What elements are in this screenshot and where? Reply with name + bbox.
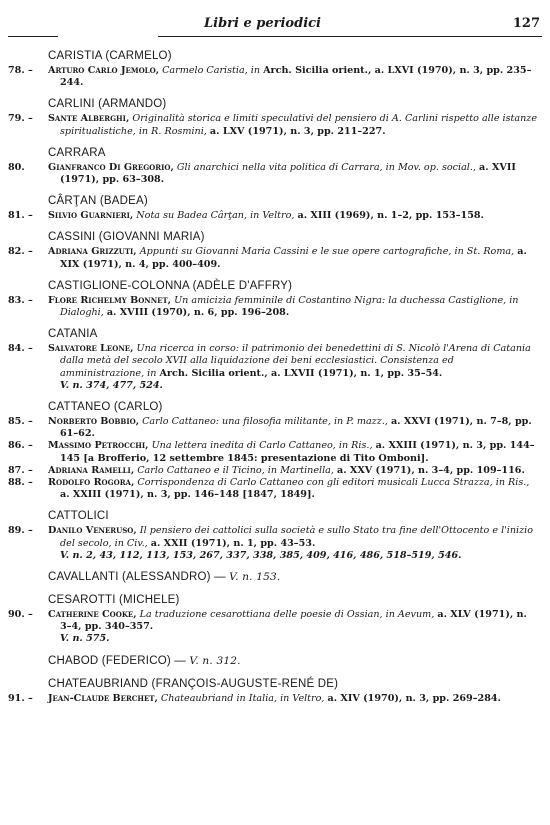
cross-reference: V. n. 2, 43, 112, 113, 153, 267, 337, 338, 385, 409, 416, 486, 518–519, 546. — [60, 549, 462, 561]
page-number: 127 — [512, 16, 540, 31]
entry-body — [48, 113, 540, 137]
section-heading — [8, 193, 540, 209]
entry-number: 86. – — [8, 440, 33, 452]
section-heading — [8, 508, 540, 524]
entry-title: Chateaubriand in Italia, in Veltro, — [160, 692, 325, 704]
section-heading — [8, 145, 540, 161]
entry-body — [48, 416, 540, 440]
section-heading — [8, 326, 540, 342]
entry-title: Carmelo Caristia, in — [162, 65, 261, 76]
entry-title: La traduzione cesarottiana delle poesie di Ossian, in Aevum, — [139, 609, 435, 621]
entry-body — [48, 609, 540, 633]
bibliography-section — [8, 569, 540, 585]
entry-source: a. XIV (1970), n. 3, pp. 269–284. — [327, 692, 501, 704]
entry-source: a. XLV (1971), n. 3–4, pp. 340–357. — [60, 609, 527, 633]
section-heading — [8, 48, 540, 64]
entry-author: Arturo Carlo Jemolo, — [48, 65, 160, 76]
bibliography-entry — [8, 440, 540, 464]
entry-author: Sante Alberghi, — [48, 113, 130, 125]
entry-body — [48, 477, 540, 501]
entry-title: Corrispondenza di Carlo Cattaneo con gli editori musicali Lucca Strazza, in Ris., — [137, 477, 530, 489]
bibliography-entry — [8, 343, 540, 380]
entry-source: Arch. Sicilia orient., a. LXVI (1970), n. 3, pp. 235–244. — [60, 65, 532, 89]
section-heading-text: CARLINI (ARMANDO) — [48, 98, 167, 111]
entry-number: 81. – — [8, 210, 33, 222]
entry-author: Silvio Guarnieri, — [48, 210, 134, 222]
entry-author: Rodolfo Rogora, — [48, 477, 135, 489]
entry-source: a. XXIII (1971), n. 3, pp. 144–145 [a Brofferio, 12 settembre 1845: presentazione di Tito Omboni]. — [60, 440, 535, 464]
section-heading-text: CHABOD (FEDERICO) — — [48, 654, 186, 667]
entry-source: a. XIX (1971), n. 4, pp. 400–409. — [60, 246, 527, 270]
section-heading — [8, 96, 540, 112]
cross-reference: V. n. 312. — [189, 654, 241, 667]
entry-author: Catherine Cooke, — [48, 609, 137, 621]
entry-body — [48, 693, 540, 705]
section-heading — [8, 653, 540, 669]
bibliography-entry — [8, 246, 540, 270]
section-heading-text: CATANIA — [48, 328, 98, 341]
section-heading-text: CASTIGLIONE-COLONNA (ADÈLE D'AFFRY) — [48, 279, 293, 292]
entry-number: 88. – — [8, 477, 33, 489]
bibliography-entry — [8, 693, 540, 705]
entry-number: 80. — [8, 161, 25, 173]
entry-body — [48, 465, 540, 477]
entry-source: a. XXVI (1971), n. 7–8, pp. 61–62. — [60, 416, 532, 440]
entry-title: Appunti su Giovanni Maria Cassini e le sue opere cartografiche, in St. Roma, — [139, 246, 515, 258]
entry-title: Nota su Badea Cârţan, in Veltro, — [136, 210, 295, 222]
entry-source: Arch. Sicilia orient., a. LXVII (1971), n. 1, pp. 35–54. — [159, 367, 443, 379]
bibliography-section — [8, 592, 540, 646]
bibliography-entry — [8, 477, 540, 501]
entry-number: 82. – — [8, 246, 33, 258]
bibliography-section — [8, 653, 540, 669]
entry-body — [48, 525, 540, 549]
section-heading — [8, 569, 540, 585]
entry-number: 79. – — [8, 113, 33, 125]
bibliography-entry — [8, 525, 540, 549]
entry-title: Carlo Cattaneo: una filosofia militante, in P. mazz., — [142, 416, 388, 428]
bibliography-section — [8, 193, 540, 222]
entry-title: Gli anarchici nella vita politica di Carrara, in Mov. op. social., — [176, 161, 476, 173]
section-heading — [8, 278, 540, 294]
section-heading — [8, 399, 540, 415]
section-heading-text: CATTOLICI — [48, 510, 109, 523]
entry-number: 89. – — [8, 525, 33, 537]
entry-title: Carlo Cattaneo e il Ticino, in Martinella, — [137, 464, 334, 476]
bibliography-section — [8, 278, 540, 319]
entry-body — [48, 65, 540, 89]
entry-source: a. XVII (1971), pp. 63–308. — [60, 161, 516, 186]
bibliography-entry — [8, 113, 540, 137]
bibliography-entry — [8, 416, 540, 440]
bibliography-entry — [8, 465, 540, 477]
section-heading-text: CESAROTTI (MICHELE) — [48, 594, 180, 607]
entry-source: a. XXV (1971), n. 3–4, pp. 109–116. — [336, 464, 525, 476]
section-heading-text: CATTANEO (CARLO) — [48, 401, 163, 414]
entry-number: 90. – — [8, 609, 33, 621]
bibliography-section — [8, 229, 540, 270]
entry-number: 87. – — [8, 464, 33, 476]
entry-author: Gianfranco Di Gregorio, — [48, 161, 174, 173]
entry-number: 78. – — [8, 65, 33, 76]
entry-title: Una lettera inedita di Carlo Cattaneo, in Ris., — [151, 440, 373, 452]
entry-title: Il pensiero dei cattolici sulla società e sullo Stato tra fine dell'Ottocento e l'inizio del secolo, in Civ., — [60, 525, 533, 549]
cross-reference: V. n. 374, 477, 524. — [60, 379, 163, 391]
entry-body — [48, 210, 540, 222]
section-heading — [8, 229, 540, 245]
entry-title: Originalità storica e limiti speculativi del pensiero di A. Carlini rispetto alle istanze spiritualistiche, in R. Rosmini, — [60, 113, 538, 137]
header-rule-right — [158, 36, 542, 37]
bibliography-entry — [8, 162, 540, 186]
bibliography-entry — [8, 609, 540, 633]
entry-number: 85. – — [8, 416, 33, 428]
entry-body — [48, 246, 540, 270]
entry-number: 91. – — [8, 692, 33, 704]
entry-author: Massimo Petrocchi, — [48, 440, 149, 452]
bibliography-section — [8, 145, 540, 186]
entry-body — [48, 162, 540, 186]
bibliography-section — [8, 326, 540, 392]
section-heading-text: CAVALLANTI (ALESSANDRO) — — [48, 571, 226, 584]
entry-title: Una ricerca in corso: il patrimonio dei benedettini di S. Nicolò l'Arena di Catania dalla metà del secolo XVII alla liquidazione dei beni ecclesiastici. Consistenza ed amministrazione, in — [60, 343, 531, 379]
bibliography-section — [8, 399, 540, 501]
entry-source: a. XXII (1971), n. 1, pp. 43–53. — [150, 537, 316, 549]
entry-body — [48, 295, 540, 319]
entry-author: Salvatore Leone, — [48, 343, 134, 355]
page-header — [8, 16, 542, 38]
bibliography-section — [8, 508, 540, 562]
entry-source: a. XVIII (1970), n. 6, pp. 196–208. — [106, 307, 290, 319]
entry-author: Adriana Grizzuti, — [48, 246, 137, 258]
entry-source: a. LXV (1971), n. 3, pp. 211–227. — [209, 125, 386, 137]
section-heading-text: CÂRŢAN (BADEA) — [48, 195, 148, 208]
section-heading — [8, 676, 540, 692]
section-heading-text: CARISTIA (CARMELO) — [48, 50, 172, 62]
bibliography-section — [8, 676, 540, 705]
entry-author: Adriana Ramelli, — [48, 464, 135, 476]
entry-author: Danilo Veneruso, — [48, 525, 137, 537]
entry-author: Flore Richelmy Bonnet, — [48, 294, 171, 306]
section-heading-text: CARRARA — [48, 146, 106, 159]
bibliography-section — [8, 48, 540, 89]
entry-number: 83. – — [8, 294, 33, 306]
bibliography-entry — [8, 295, 540, 319]
section-heading — [8, 592, 540, 608]
entry-author: Jean-Claude Berchet, — [48, 692, 158, 704]
cross-reference: V. n. 153. — [229, 571, 281, 584]
running-title: Libri e periodici — [204, 16, 321, 31]
entry-number: 84. – — [8, 343, 33, 355]
entry-source: a. XXIII (1971), n. 3, pp. 146–148 [1847, 1849]. — [60, 489, 315, 501]
bibliography-entry — [8, 210, 540, 222]
entry-body — [48, 440, 540, 464]
entry-title: Un amicizia femminile di Costantino Nigra: la duchessa Castiglione, in Dialoghi, — [60, 294, 519, 319]
entry-source: a. XIII (1969), n. 1–2, pp. 153–158. — [297, 210, 484, 222]
section-heading-text: CASSINI (GIOVANNI MARIA) — [48, 231, 205, 244]
bibliography-section — [8, 96, 540, 137]
header-rule-left — [8, 36, 58, 37]
bibliography-entry — [8, 65, 540, 89]
cross-reference: V. n. 575. — [60, 633, 110, 645]
entry-body — [48, 343, 540, 380]
entry-author: Norberto Bobbio, — [48, 416, 140, 428]
bibliography-list — [8, 48, 540, 712]
section-heading-text: CHATEAUBRIAND (FRANÇOIS-AUGUSTE-RENÉ DE) — [48, 677, 339, 690]
